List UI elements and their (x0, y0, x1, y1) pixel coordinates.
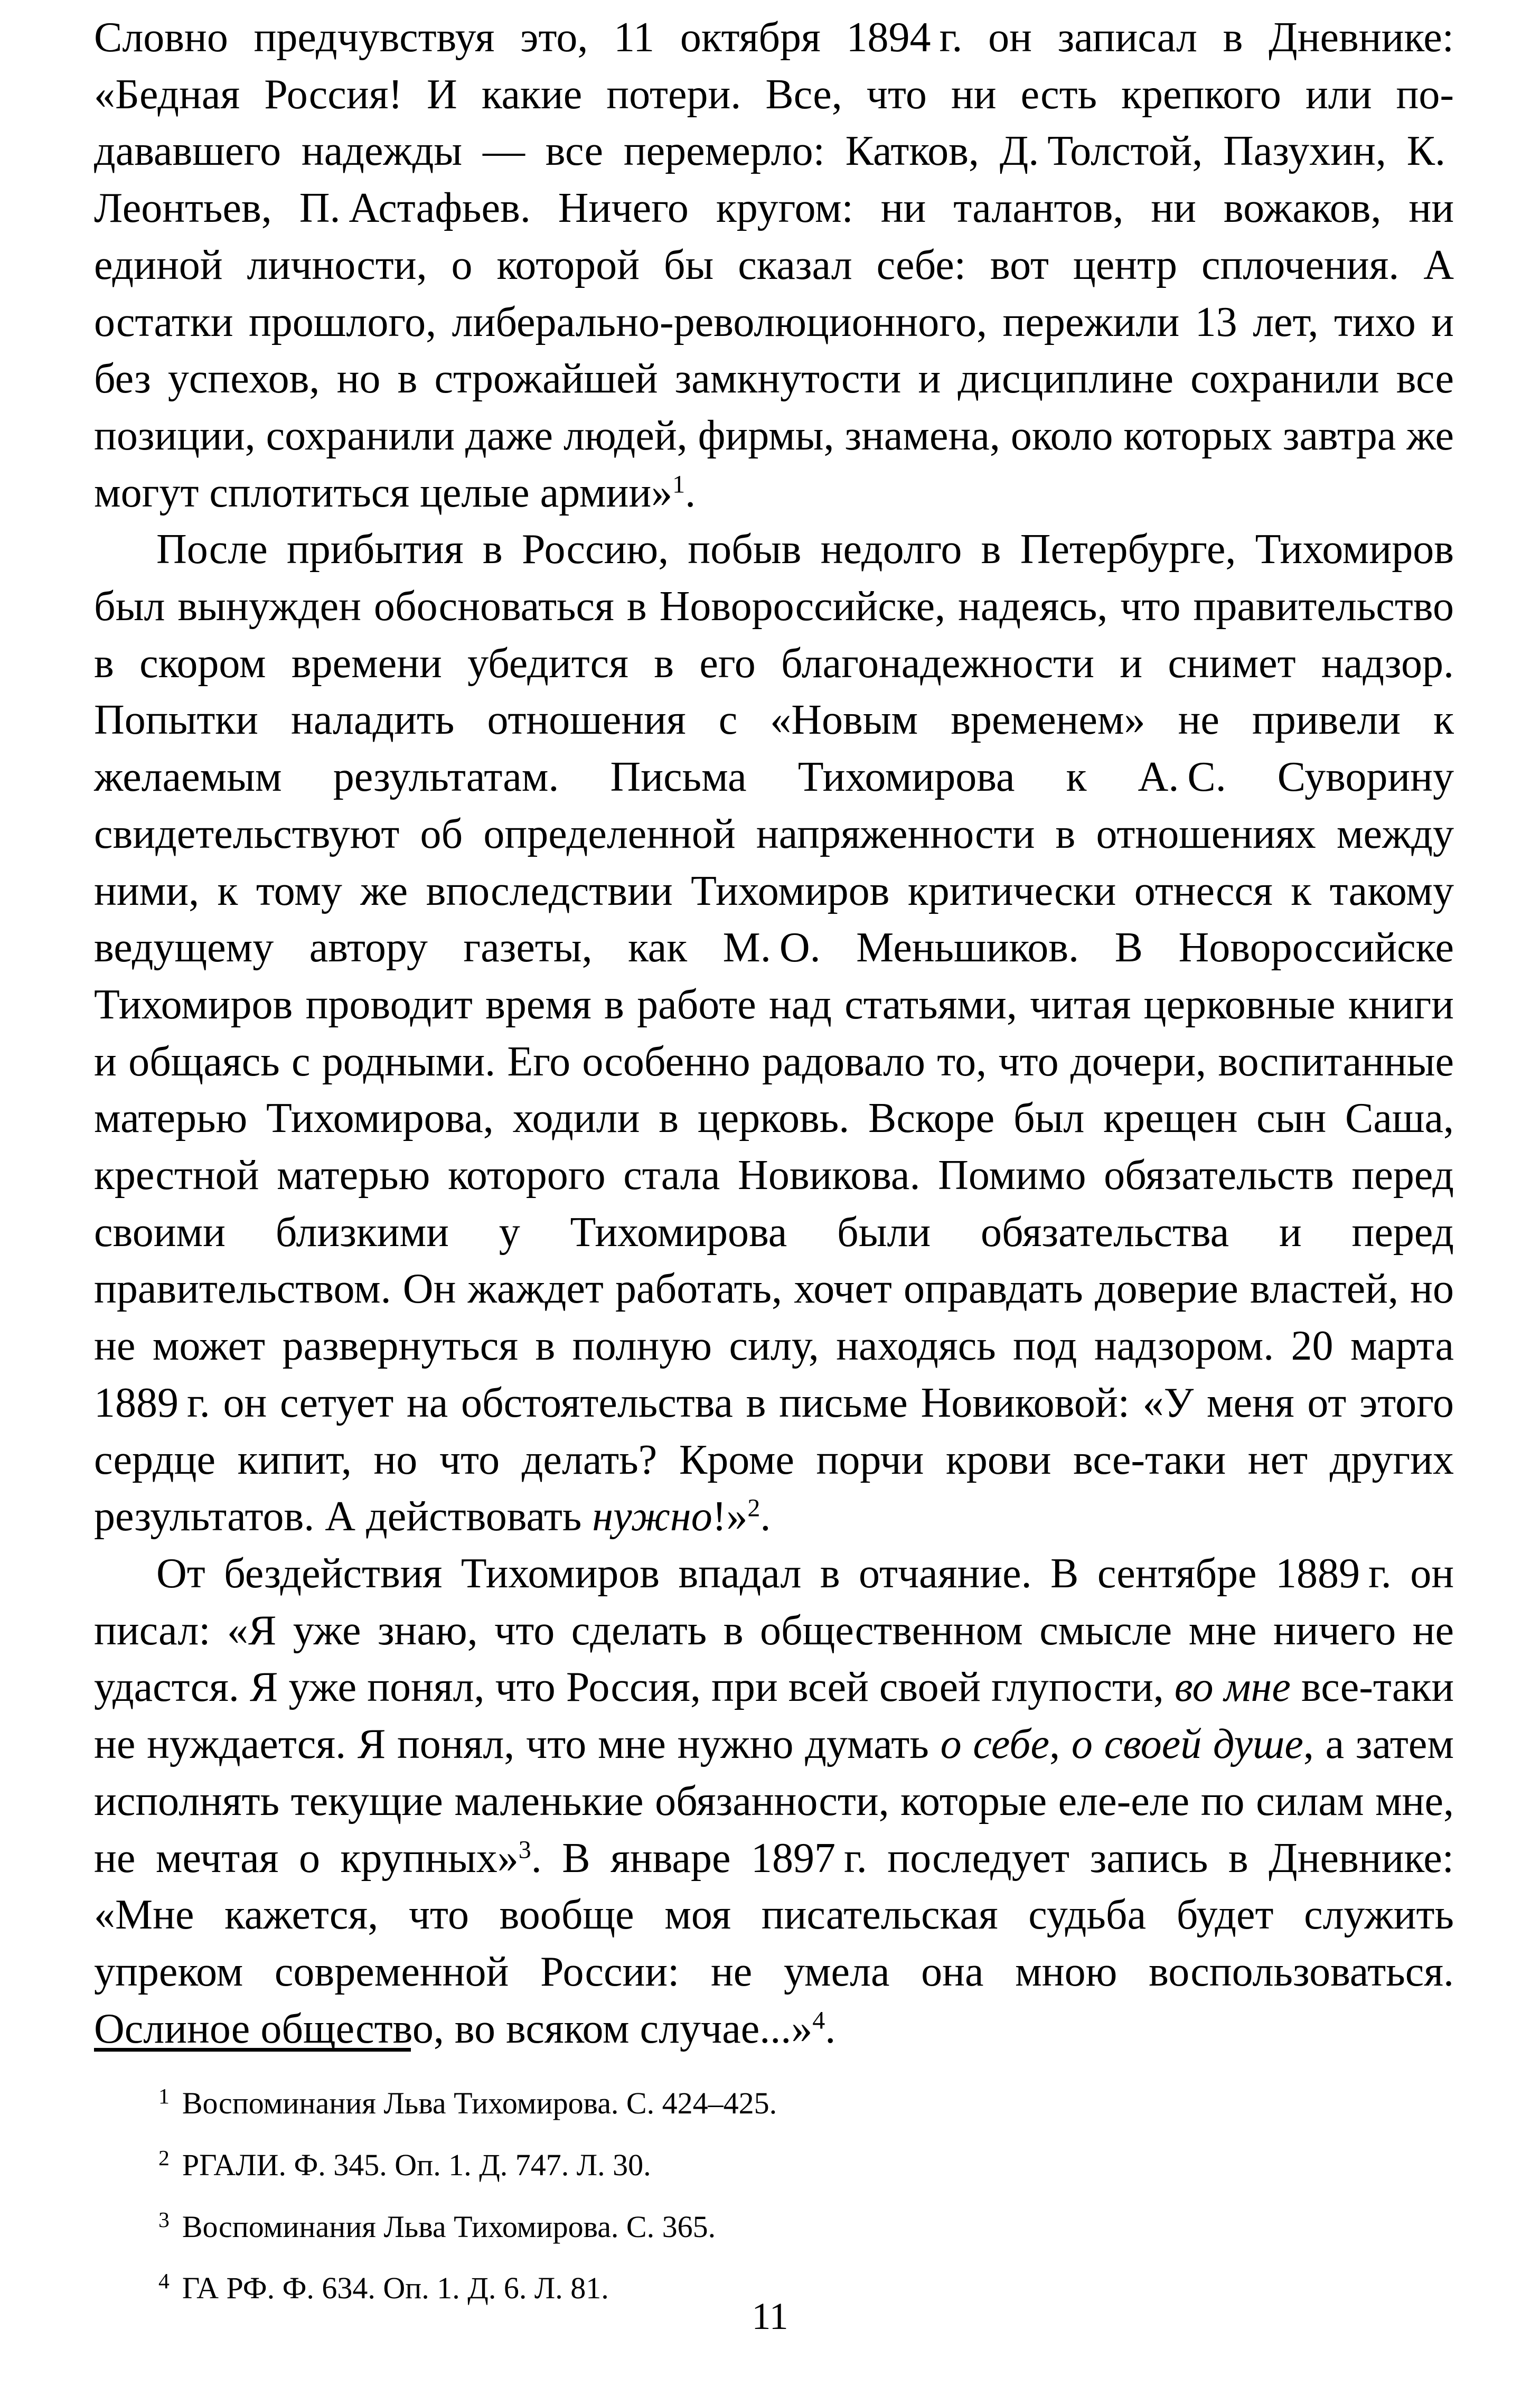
footnote-text: РГАЛИ. Ф. 345. Оп. 1. Д. 747. Л. 30. (182, 2147, 651, 2182)
italic-emphasis: во мне (1174, 1664, 1291, 1711)
italic-emphasis: о своей душе (1071, 1721, 1303, 1768)
paragraph-end: . (825, 2005, 836, 2052)
paragraph-text: . В январе 1897 г. последует запись в Дневнике: «Мне кажется, что вообще моя писательская судьба будет служить упреком современной России: не умела она мною воспользоваться. Ослиное общество, во всяком случае...» (94, 1835, 1454, 2052)
footnote-text: ГА РФ. Ф. 634. Оп. 1. Д. 6. Л. 81. (182, 2271, 609, 2306)
paragraph-text: После прибытия в Россию, побыв недолго в Петербурге, Тихомиров был вынужден обосноваться в Новороссийске, надеясь, что правительство в скором времени убедится в его благонадежности и снимет надзор. Попытки наладить отношения с «Новым временем» не привели к желаемым результатам. Письма Тихомирова к А. С. Суворину свидетельствуют об определенной напряженности в отношениях между ними, к тому же впоследствии Тихомиров критически отнесся к такому ведущему автору газеты, как М. О. Меньшиков. В Новороссийске Тихомиров проводит время в работе над статьями, читая церковные книги и общаясь с родными. Его особенно радовало то, что дочери, воспитанные матерью Тихомирова, ходили в церковь. Вскоре был крещен сын Саша, крестной матерью которого стала Новикова. Помимо обязательств перед своими близкими у Тихомирова были обязательства и перед правительством. Он жаждет работать, хочет оправдать доверие властей, но не может развернуться в полную силу, находясь под надзором. 20 марта 1889 г. он сетует на обстоятельства в письме Новиковой: «У меня от этого сердце кипит, но что делать? Кроме порчи крови все-таки нет других результатов. А действовать (94, 526, 1454, 1540)
footnotes (158, 2069, 1373, 2316)
page-number: 11 (752, 2295, 788, 2337)
footnote-number: 2 (158, 2146, 170, 2170)
paragraph-text: , (1049, 1721, 1072, 1768)
footnote-1 (158, 2069, 1373, 2131)
paragraph-end: . (760, 1493, 771, 1540)
footnote-text: Воспоминания Льва Тихомирова. С. 424–425. (182, 2085, 777, 2120)
paragraph-text: все-таки не нуждается. Я понял, что мне нужно думать (94, 1664, 1454, 1768)
italic-emphasis: о себе (940, 1721, 1050, 1768)
paragraph-3 (94, 1546, 1454, 2057)
main-text (94, 10, 1454, 2057)
footnote-ref-3: 3 (518, 1836, 531, 1864)
footnote-ref-1: 1 (672, 470, 686, 499)
paragraph-text: , а затем исполнять текущие маленькие обязанности, которые еле-еле по силам мне, не мечтая о крупных» (94, 1721, 1454, 1882)
footnote-text: Воспоминания Льва Тихомирова. С. 365. (182, 2209, 716, 2244)
footnote-ref-4: 4 (812, 2006, 825, 2035)
footnote-ref-2: 2 (747, 1494, 760, 1522)
footnote-number: 4 (158, 2269, 170, 2294)
paragraph-end: . (685, 469, 696, 516)
footnote-3 (158, 2193, 1373, 2254)
footnote-number: 1 (158, 2084, 170, 2109)
paragraph-1 (94, 10, 1454, 521)
footnote-number: 3 (158, 2207, 170, 2232)
paragraph-text: Словно предчувствуя это, 11 октября 1894 г. он записал в Дневнике: «Бедная Россия! И какие потери. Все, что ни есть крепкого или подававшего надежды — все перемерло: Катков, Д. Толстой, Пазухин, К. Леонтьев, П. Астафьев. Ничего кругом: ни талантов, ни вожаков, ни единой личности, о которой бы сказал себе: вот центр сплочения. А остатки прошлого, либерально-революционного, пережили 13 лет, тихо и без успехов, но в строжайшей замкнутости и дисциплине сохранили все позиции, сохранили даже людей, фирмы, знамена, около которых завтра же могут сплотиться целые армии» (94, 14, 1454, 516)
paragraph-text: !» (712, 1493, 748, 1540)
footnote-2 (158, 2131, 1373, 2193)
italic-emphasis: нужно (592, 1493, 712, 1540)
paragraph-text: От бездействия Тихомиров впадал в отчаяние. В сентябре 1889 г. он писал: «Я уже знаю, что сделать в общественном смысле мне ничего не удастся. Я уже понял, что Россия, при всей своей глупости, (94, 1550, 1454, 1711)
footnote-separator (94, 2048, 411, 2052)
paragraph-2 (94, 521, 1454, 1546)
